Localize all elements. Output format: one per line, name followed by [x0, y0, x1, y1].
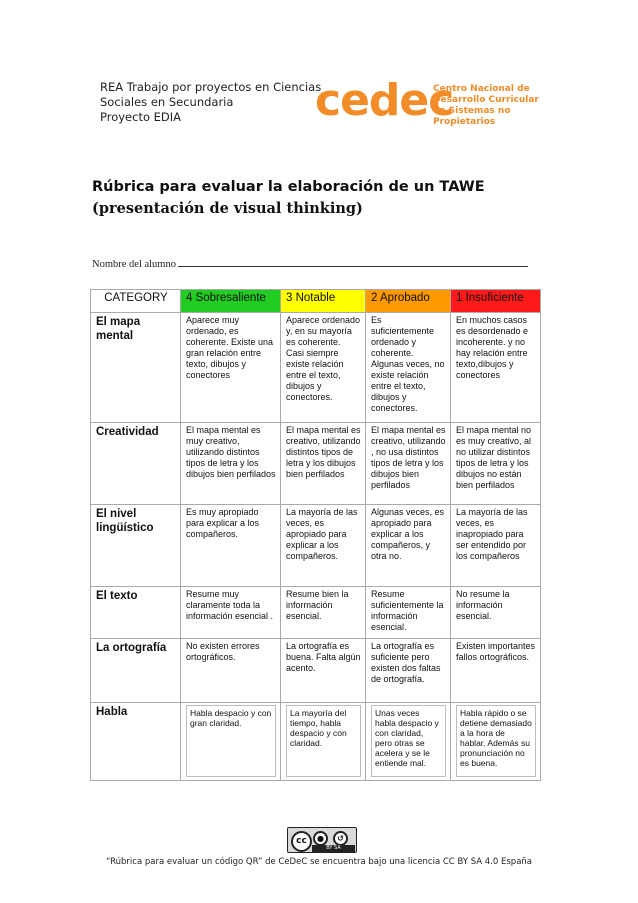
cc-license-badge [287, 827, 357, 853]
table-cell: Existen importantes fallos ortográficos. [451, 639, 541, 703]
table-cell: El mapa mental es muy creativo, utilizando distintos tipos de letra y los dibujos bien perfilados [181, 423, 281, 505]
cc-icon: cc [291, 831, 312, 852]
logo-wordmark: cedec [315, 75, 454, 126]
student-name-line [178, 258, 528, 267]
row-category: Creatividad [91, 423, 181, 505]
project-header [100, 80, 321, 125]
table-cell: La ortografía es buena. Falta algún acento. [281, 639, 366, 703]
row-category: El mapa mental [91, 313, 181, 423]
row-category: El texto [91, 587, 181, 639]
table-cell [281, 703, 366, 781]
cedec-logo [315, 75, 545, 128]
table-cell: La mayoría de las veces, es apropiado para explicar a los compañeros. [281, 505, 366, 587]
logo-line: Desarrollo Curricular [433, 95, 539, 105]
header-line: REA Trabajo por proyectos en Ciencias [100, 80, 322, 94]
table-cell: En muchos casos es desordenado e incoherente. y no hay relación entre texto,dibujos y conectores [451, 313, 541, 423]
table-cell: Resume bien la información esencial. [281, 587, 366, 639]
table-cell [181, 703, 281, 781]
table-row [91, 587, 541, 639]
cell-text: Habla despacio y con gran claridad. [186, 705, 276, 777]
cell-text: La mayoría del tiempo, habla despacio y con claridad. [286, 705, 361, 777]
header-notable: 3 Notable [281, 290, 366, 313]
table-row [91, 505, 541, 587]
header-category: CATEGORY [91, 290, 181, 313]
table-cell: La mayoría de las veces, es inapropiado para ser entendido por los compañeros [451, 505, 541, 587]
table-cell: El mapa mental no es muy creativo, al no utilizar distintos tipos de letra y los dibujos no están bien perfilados [451, 423, 541, 505]
table-cell: Es muy apropiado para explicar a los compañeros. [181, 505, 281, 587]
logo-tagline [433, 84, 545, 128]
logo-line: en Sistemas no Propietarios [433, 106, 511, 127]
by-icon: ● [313, 831, 328, 846]
table-cell: El mapa mental es creativo, utilizando distintos tipos de letra y los dibujos bien perfilados [281, 423, 366, 505]
row-category: El nivel lingüístico [91, 505, 181, 587]
page-title [92, 177, 552, 220]
logo-line: Centro Nacional de [433, 84, 530, 94]
title-part-2: (presentación de visual thinking) [92, 200, 363, 217]
table-cell: Aparece muy ordenado, es coherente. Existe una gran relación entre texto, dibujos y conectores [181, 313, 281, 423]
rubric-table [90, 289, 541, 781]
table-cell: Resume muy claramente toda la información esencial . [181, 587, 281, 639]
cell-text: Unas veces habla despacio y con claridad, pero otras se acelera y se le entiende mal. [371, 705, 446, 777]
table-row [91, 703, 541, 781]
table-cell: No existen errores ortográficos. [181, 639, 281, 703]
student-name-field [92, 258, 528, 270]
header-aprobado: 2 Aprobado [366, 290, 451, 313]
table-cell: No resume la información esencial. [451, 587, 541, 639]
table-row [91, 423, 541, 505]
table-cell: La ortografía es suficiente pero existen dos faltas de ortografía. [366, 639, 451, 703]
student-name-label: Nombre del alumno [92, 259, 176, 270]
table-cell: Resume suficientemente la información esencial. [366, 587, 451, 639]
table-row [91, 639, 541, 703]
table-cell: Aparece ordenado y, en su mayoría es coherente. Casi siempre existe relación entre el texto, dibujos y conectores. [281, 313, 366, 423]
table-row [91, 313, 541, 423]
table-cell [451, 703, 541, 781]
sa-icon: ↺ [333, 831, 348, 846]
cell-text: Habla rápido o se detiene demasiado a la hora de hablar. Además su pronunciación no es buena. [456, 705, 536, 777]
row-category: La ortografía [91, 639, 181, 703]
header-line: Proyecto EDIA [100, 110, 182, 124]
table-cell [366, 703, 451, 781]
table-cell: Algunas veces, es apropiado para explicar a los compañeros, y otra no. [366, 505, 451, 587]
cc-license-strip: BY SA [312, 845, 355, 852]
header-insuficiente: 1 Insuficiente [451, 290, 541, 313]
header-sobresaliente: 4 Sobresaliente [181, 290, 281, 313]
row-category: Habla [91, 703, 181, 781]
title-part-1: Rúbrica para evaluar la elaboración de un TAWE [92, 179, 485, 195]
table-cell: El mapa mental es creativo, utilizando , no usa distintos tipos de letra y los dibujos bien perfilados [366, 423, 451, 505]
license-footer: “Rúbrica para evaluar un código QR” de CeDeC se encuentra bajo una licencia CC BY SA 4.0 España [105, 857, 532, 867]
header-row [91, 290, 541, 313]
table-cell: Es suficientemente ordenado y coherente. Algunas veces, no existe relación entre el texto, dibujos y conectores. [366, 313, 451, 423]
header-line: Sociales en Secundaria [100, 95, 234, 109]
